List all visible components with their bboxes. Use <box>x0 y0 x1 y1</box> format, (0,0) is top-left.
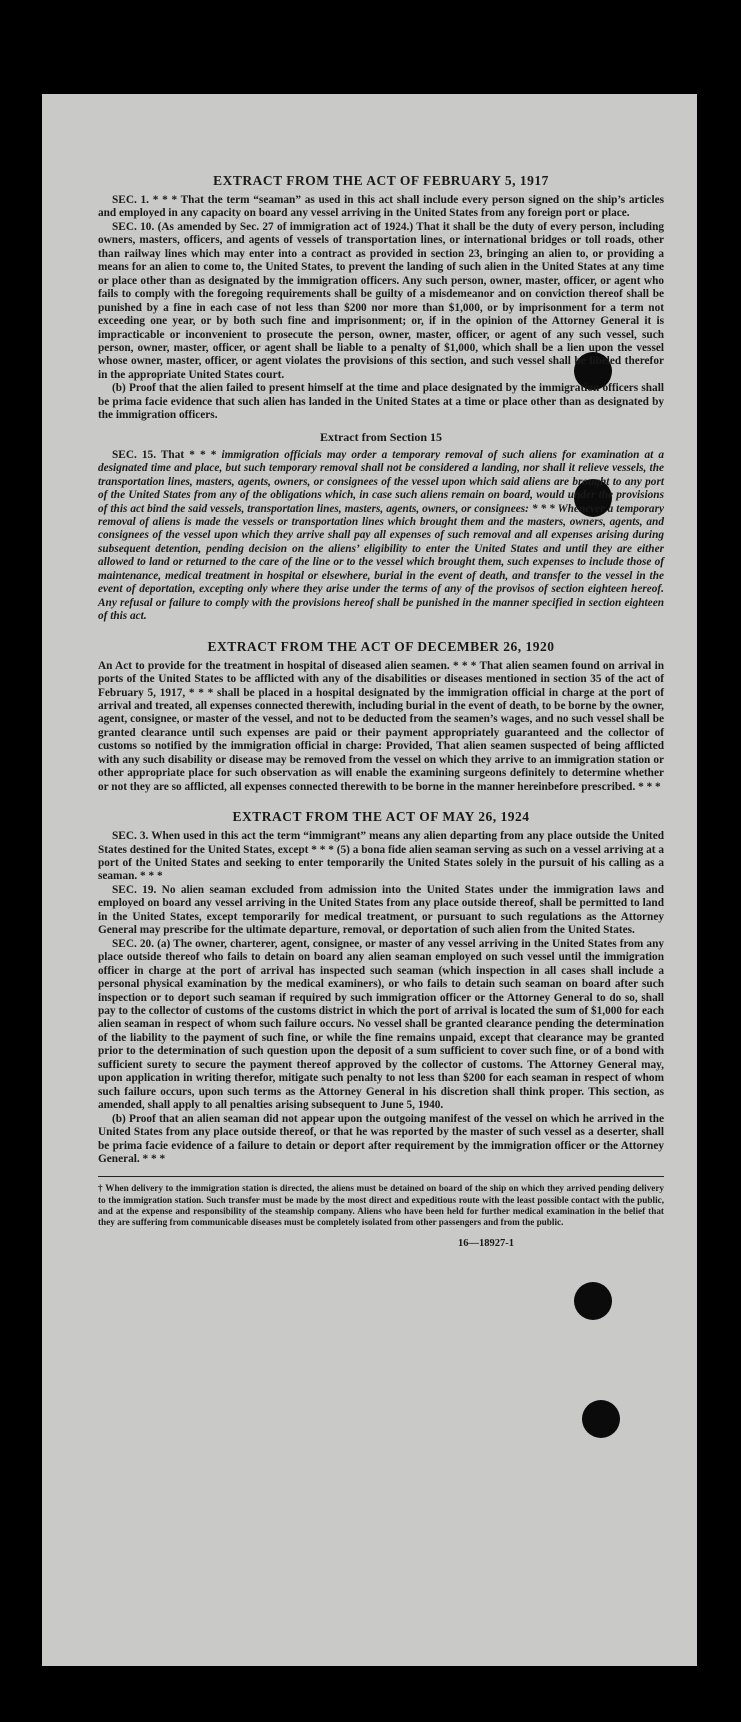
sec15-body: immigration officials may order a temporary removal of such aliens for examination at a designated time and place, but such temporary removal shall not be considered a landing, nor shall it relieve vessels, the transportation lines, masters, agents, owners, or consignees of the vessel upon which said aliens are brought to any port of the United States from any of the obligations which, in case such aliens remain on board, would under the provisions of this act bind the said vessels, transportation lines, masters, agents, owners, or consignees: * * * Whenever a temporary removal of aliens is made the vessels or transportation lines which brought them and the masters, owners, agents, and consignees of the vessel upon which they arrive shall pay all expenses of such removal and all expenses arising during subsequent detention, pending decision on the aliens’ eligibility to enter the United States and until they are either allowed to land or returned to the care of the line or to the vessel which brought them, such expenses to include those of maintenance, medical treatment in hospital or elsewhere, burial in the event of death, and transfer to the vessel in the event of deportation, excepting only where they arise under the terms of any of the provisos of section eighteen hereof. Any refusal or failure to comply with the provisions hereof shall be punished in the manner specified in section eighteen of this act. <box>98 448 665 623</box>
sec20a-paragraph: SEC. 20. (a) The owner, charterer, agent, consignee, or master of any vessel arriving in the United States from any place outside thereof who fails to detain on board any alien seaman employed on such vessel until the immigration officer in charge at the port of arrival has inspected such seaman (which inspection in all cases shall include a personal physical examination by the medical examiners), or who fails to detain such seaman on board after such inspection or to deport such seaman if required by such immigration officer or the Attorney General to do so, shall pay to the collector of customs of the customs district in which the port of arrival is located the sum of $1,000 for each alien seaman in respect of whom such failure occurs. No vessel shall be granted clearance pending the determination of the liability to the payment of such fine, or while the fine remains unpaid, except that clearance may be granted prior to the determination of such question upon the deposit of a sum sufficient to cover such fine, or of a bond with sufficient surety to secure the payment thereof approved by the collector of customs. The Attorney General may, upon application in writing therefor, mitigate such penalty to not less than $200 for each seaman in respect of whom such failure occurs, upon such terms as the Attorney General in his discretion shall think proper. This section, as amended, shall apply to all penalties arising subsequent to June 5, 1940. <box>98 937 664 1112</box>
sec3-paragraph: SEC. 3. When used in this act the term “immigrant” means any alien departing from any place outside the United States destined for the United States, except * * * (5) a bona fide alien seaman serving as such on a vessel arriving at a port of the United States and seeking to enter temporarily the United States solely in the pursuit of his calling as a seaman. * * * <box>98 830 664 883</box>
heading-feb-1917: EXTRACT FROM THE ACT OF FEBRUARY 5, 1917 <box>213 173 549 188</box>
punch-hole <box>582 1400 620 1438</box>
sec10-paragraph: SEC. 10. (As amended by Sec. 27 of immigration act of 1924.) That it shall be the duty of every person, including owners, masters, officers, and agents of vessels of transportation lines, or international bridges or toll roads, other than railway lines which may enter into a contract as provided in section 23, bringing an alien to, or providing a means for an alien to come to, the United States, to prevent the landing of such alien in the United States at any time or place other than as designated by the immigration officers. Any such person, owner, master, officer, or agent who fails to comply with the foregoing requirements shall be guilty of a misdemeanor and on conviction thereof shall be punished by a fine in each case of not less than $200 nor more than $1,000, or by imprisonment for a term not exceeding one year, or by both such fine and imprisonment; or, if in the opinion of the Attorney General it is impracticable or inconvenient to prosecute the person, owner, master, officer, or agent of any such vessel, such person, owner, master, officer, or agent shall be liable to a penalty of $1,000, which shall be a lien upon the vessel whose owner, master, officer, or agent violates the provisions of this section, and such vessel shall be libeled therefor in the appropriate United States court. <box>98 220 664 381</box>
heading-section-15: Extract from Section 15 <box>319 429 443 444</box>
footnote: † When delivery to the immigration station is directed, the aliens must be detained on board of the ship on which they arrived pending delivery to the immigration station. Such transfer must be made by the most direct and expeditious route with the least possible contact with the public, and at the expense and responsibility of the steamship company. Aliens who have been held for further medical examination in the belief that they are suffering from communicable diseases must be completely isolated from other passengers and from the public. <box>98 1183 664 1228</box>
sec1-paragraph: SEC. 1. * * * That the term “seaman” as used in this act shall include every person signed on the ship’s articles and employed in any capacity on board any vessel arriving in the United States from any foreign port or place. <box>98 194 664 220</box>
sec20b-paragraph: (b) Proof that an alien seaman did not appear upon the outgoing manifest of the vessel on which he arrived in the United States from any place outside thereof, or that he was reported by the master of such vessel as a deserter, shall be prima facie evidence of a failure to detain or deport after requirement by the immigration officer or the Attorney General. * * * <box>98 1112 664 1165</box>
sec19-paragraph: SEC. 19. No alien seaman excluded from admission into the United States under the immigration laws and employed on board any vessel arriving in the United States from any place outside thereof, shall be permitted to land in the United States, except temporarily for medical treatment, or pursuant to such regulations as the Attorney General may prescribe for the ultimate departure, removal, or deportation of such alien from the United States. <box>98 883 664 937</box>
document-page <box>42 94 697 1666</box>
document-content <box>98 172 664 1249</box>
form-number: 16—18927-1 <box>458 1238 514 1250</box>
sec15-lead: SEC. 15. That * * * <box>112 448 217 461</box>
footnote-divider <box>98 1176 664 1177</box>
punch-hole <box>574 1282 612 1320</box>
sec10b-paragraph: (b) Proof that the alien failed to present himself at the time and place designated by the immigration officers shall be prima facie evidence that such alien has landed in the United States at a time or place other than as designated by the immigration officers. <box>98 382 664 422</box>
heading-may-1924: EXTRACT FROM THE ACT OF MAY 26, 1924 <box>232 809 530 825</box>
heading-dec-1920: EXTRACT FROM THE ACT OF DECEMBER 26, 1920 <box>207 638 555 654</box>
dec1920-paragraph: An Act to provide for the treatment in hospital of diseased alien seamen. * * * That alien seamen found on arrival in ports of the United States to be afflicted with any of the disabilities or diseases mentioned in section 35 of the act of February 5, 1917, * * * shall be placed in a hospital designated by the immigration official in charge at the port of arrival and treated, all expenses connected therewith, including burial in the event of death, to be borne by the owner, agent, consignee, or master of the vessel, and not to be deducted from the seamen’s wages, and no such vessel shall be granted clearance until such expenses are paid or their payment appropriately guaranteed and the collector of customs so notified by the immigration official in charge: Provided, That alien seamen suspected of being afflicted with any such disability or disease may be removed from the vessel on which they arrive to an immigration station or other appropriate place for such observation as will enable the examining surgeons definitely to determine whether or not they are so afflicted, all expenses connected therewith to be borne in the manner hereinbefore prescribed. * * * <box>98 659 664 793</box>
sec15-paragraph <box>98 449 664 624</box>
